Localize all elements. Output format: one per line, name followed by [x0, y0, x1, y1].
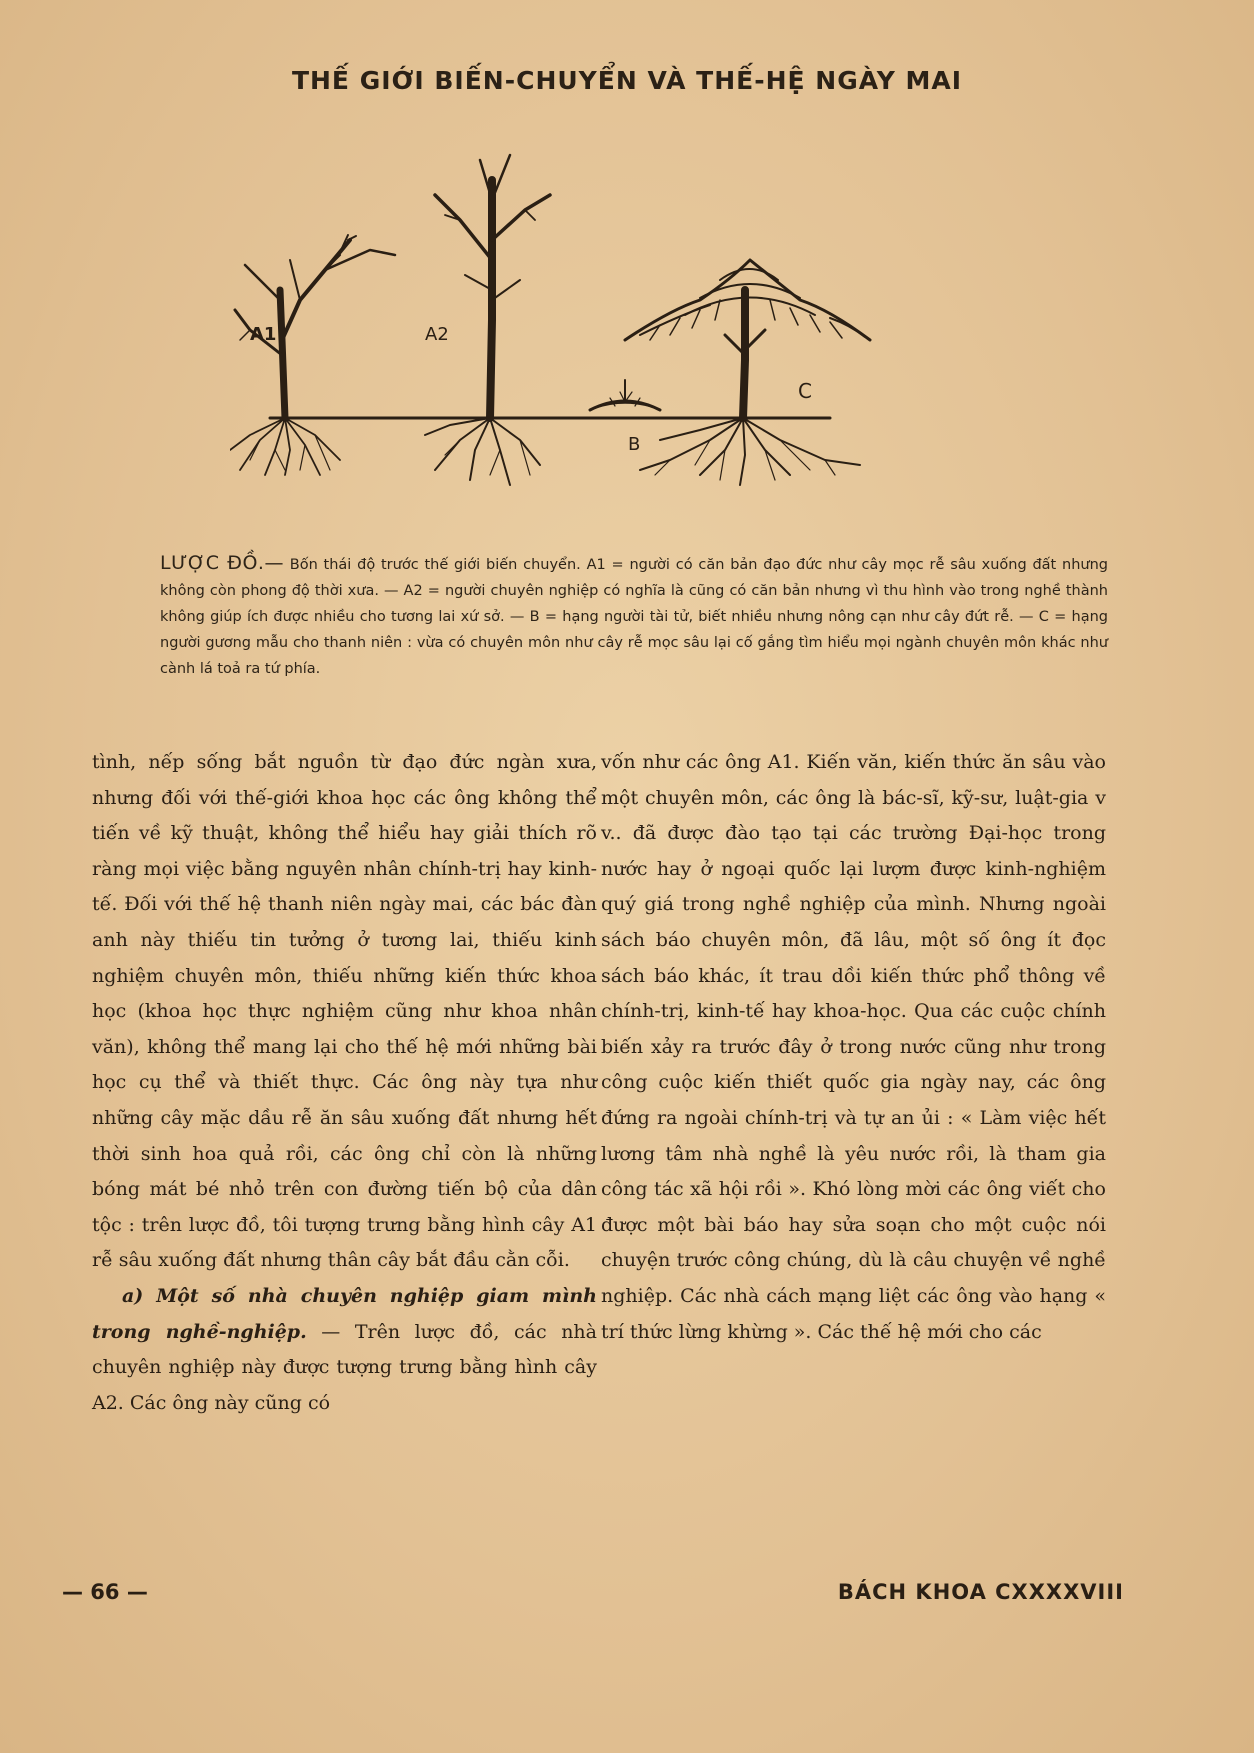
section-subheading: a) Một số nhà chuyên nghiệp giam mình trong nghề-nghiệp.: [92, 1284, 597, 1343]
column-right: [601, 745, 1106, 1350]
figure-caption: [160, 550, 1108, 682]
tree-a2: [425, 155, 550, 485]
label-c: C: [798, 379, 812, 403]
left-paragraph-1: tình, nếp sống bắt nguồn từ đạo đức ngàn xưa, nhưng đối với thế-giới khoa học các ông không thể tiến về kỹ thuật, không thể hiểu hay giải thích rõ ràng mọi việc bằng nguyên nhân chính-trị hay kinh-tế. Đối với thế hệ thanh niên ngày mai, các bác đàn anh này thiếu tin tưởng ở tương lai, thiếu kinh nghiệm chuyên môn, thiếu những kiến thức khoa học (khoa học thực nghiệm cũng như khoa nhân văn), không thể mang lại cho thế hệ mới những bài học cụ thể và thiết thực. Các ông này tựa như những cây mặc dầu rễ ăn sâu xuống đất nhưng hết thời sinh hoa quả rồi, các ông chỉ còn là những bóng mát bé nhỏ trên con đường tiến bộ của dân tộc : trên lược đồ, tôi tượng trưng bằng hình cây A1 rễ sâu xuống đất nhưng thân cây bắt đầu cằn cỗi.: [92, 751, 597, 1272]
left-paragraph-2-text: — Trên lược đồ, các nhà chuyên nghiệp này được tượng trưng bằng hình cây A2. Các ông này cũng có: [92, 1320, 597, 1414]
caption-text: Bốn thái độ trước thế giới biến chuyển. A1 = người có căn bản đạo đức như cây mọc rễ sâu xuống đất nhưng không còn phong độ thời xưa. — A2 = người chuyên nghiệp có nghĩa là cũng có căn bản nhưng vì thu hình vào trong nghề thành không giúp ích được nhiều cho tương lai xứ sở. — B = hạng người tài tử, biết nhiều nhưng nông cạn như cây đứt rễ. — C = hạng người gương mẫu cho thanh niên : vừa có chuyên môn như cây rễ mọc sâu lại cố gắng tìm hiểu mọi ngành chuyên môn khác như cành lá toả ra tứ phía.: [160, 557, 1109, 677]
tree-diagram: [230, 140, 950, 510]
right-paragraph: vốn như các ông A1. Kiến văn, kiến thức ăn sâu vào một chuyên môn, các ông là bác-sĩ, kỹ-sư, luật-gia v v.. đã được đào tạo tại các trường Đại-học trong nước hay ở ngoại quốc lại lượm được kinh-nghiệm quý giá trong nghề nghiệp của mình. Nhưng ngoài sách báo chuyên môn, đã lâu, một số ông ít đọc sách báo khác, ít trau dồi kiến thức phổ thông về chính-trị, kinh-tế hay khoa-học. Qua các cuộc chính biến xảy ra trước đây ở trong nước cũng như trong công cuộc kiến thiết quốc gia ngày nay, các ông đứng ra ngoài chính-trị và tự an ủi : « Làm việc hết lương tâm nhà nghề là yêu nước rồi, là tham gia công tác xã hội rồi ». Khó lòng mời các ông viết cho được một bài báo hay sửa soạn cho một cuộc nói chuyện trước công chúng, dù là câu chuyện về nghề nghiệp. Các nhà cách mạng liệt các ông vào hạng « trí thức lừng khừng ». Các thế hệ mới cho các: [601, 751, 1106, 1343]
tree-a1: [230, 235, 395, 475]
caption-label: LƯỢC ĐỒ.—: [160, 552, 284, 574]
tree-c: [625, 260, 870, 485]
label-a2: A2: [425, 324, 449, 345]
label-b: B: [628, 434, 641, 455]
column-left: [92, 745, 597, 1421]
left-paragraph-2: [92, 1279, 597, 1421]
label-a1: A1: [250, 324, 277, 345]
magazine-issue: BÁCH KHOA CXXXXVIII: [837, 1580, 1124, 1604]
tree-b: [590, 380, 660, 410]
page-number: — 66 —: [62, 1580, 148, 1604]
page-header-title: THẾ GIỚI BIẾN-CHUYỂN VÀ THẾ-HỆ NGÀY MAI: [291, 66, 963, 95]
